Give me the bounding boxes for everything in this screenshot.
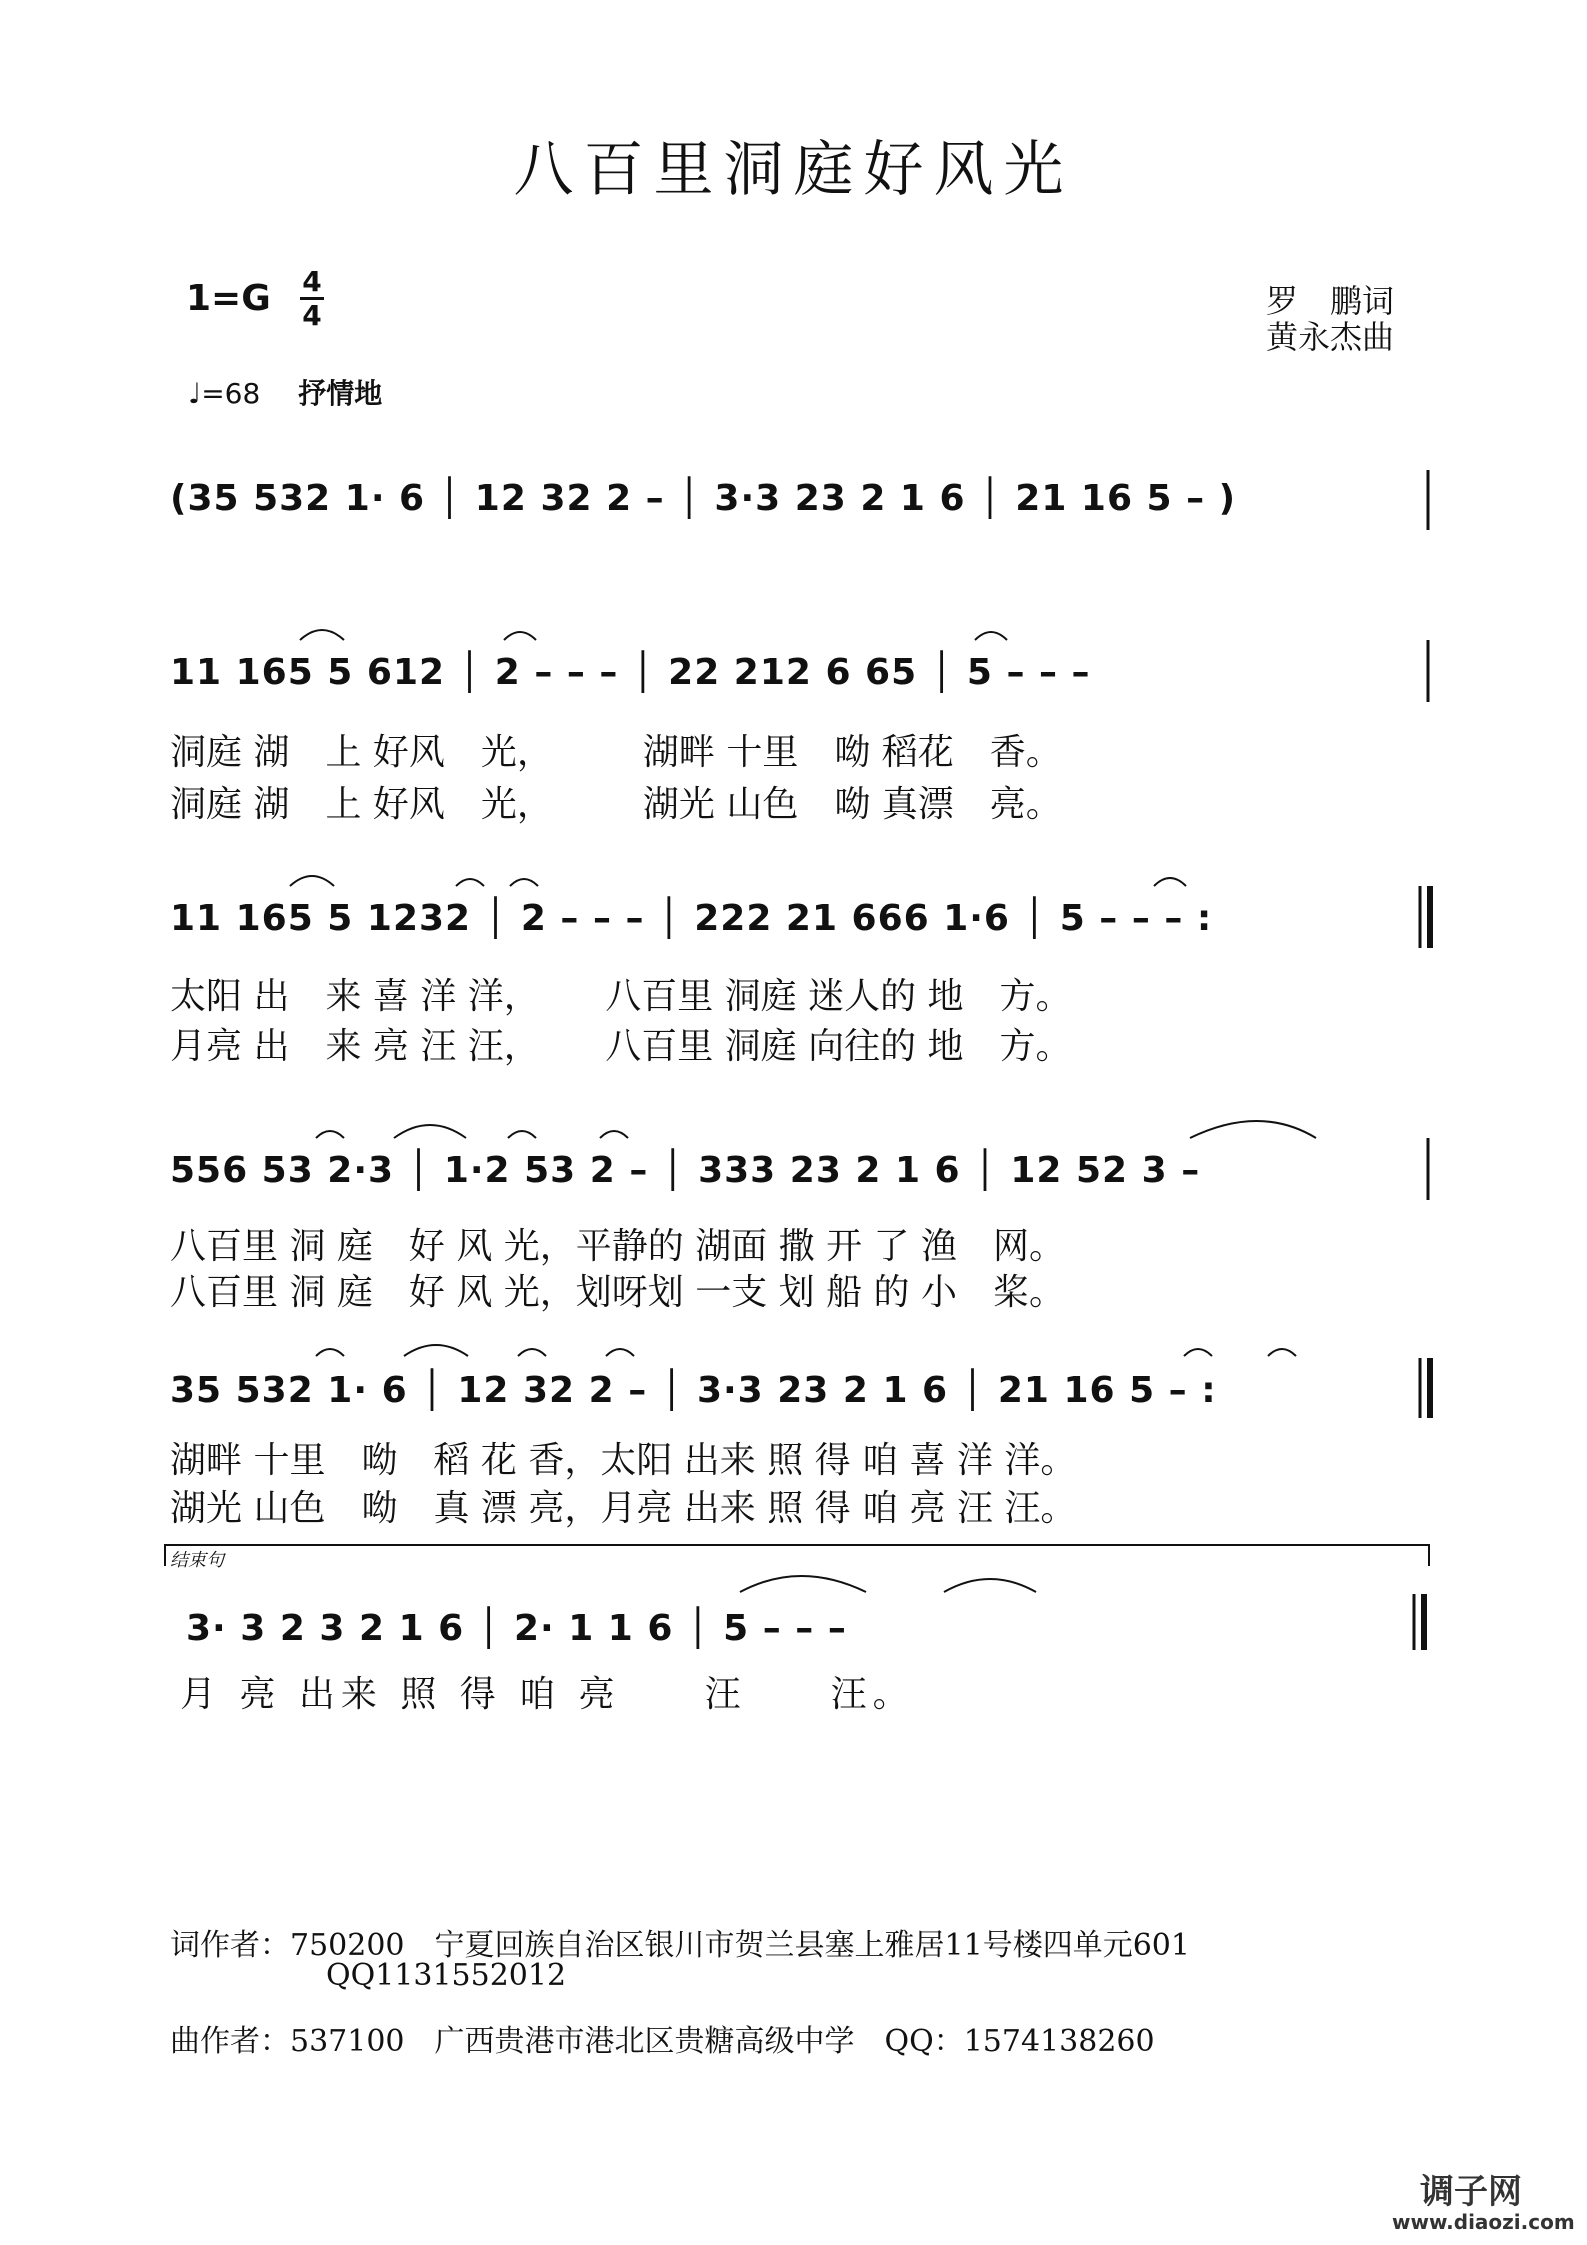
notation-row-5: 35 532 1· 6 │ 12 32 2 – │ 3·3 23 2 1 6 │ 21 16 5 – : bbox=[170, 1370, 1217, 1411]
lyrics-row-5-verse-2: 湖光 山色 呦 真 漂 亮，月亮 出来 照 得 咱 亮 汪 汪。 bbox=[170, 1488, 1077, 1529]
expression-mark: 抒情地 bbox=[298, 377, 383, 410]
lyrics-row-2-verse-1: 洞庭 湖 上 好风 光， 湖畔 十里 呦 稻花 香。 bbox=[170, 732, 1062, 773]
composer-credit: 黄永杰曲 bbox=[1266, 318, 1395, 356]
time-signature-top: 4 bbox=[300, 266, 324, 300]
ending-lyrics-row: 月 亮 出来 照 得 咱 亮 汪 汪。 bbox=[180, 1674, 915, 1715]
lyrics-row-5-verse-1: 湖畔 十里 呦 稻 花 香，太阳 出来 照 得 咱 喜 洋 洋。 bbox=[170, 1440, 1077, 1481]
tempo-mark: ♩=68 bbox=[188, 377, 261, 410]
ending-label: 结束句 bbox=[170, 1550, 224, 1571]
key-signature: 1=G bbox=[186, 278, 271, 319]
lyricist-contact: 词作者：750200 宁夏回族自治区银川市贺兰县塞上雅居11号楼四单元601 bbox=[170, 1928, 1190, 1963]
lyrics-row-3-verse-1: 太阳 出 来 喜 洋 洋， 八百里 洞庭 迷人的 地 方。 bbox=[170, 976, 1072, 1017]
watermark-logo: 调子网 bbox=[1420, 2172, 1522, 2212]
song-title: 八百里洞庭好风光 bbox=[513, 135, 1074, 205]
lyrics-row-2-verse-2: 洞庭 湖 上 好风 光， 湖光 山色 呦 真漂 亮。 bbox=[170, 784, 1062, 825]
composer-contact: 曲作者：537100 广西贵港市港北区贵糖高级中学 QQ：1574138260 bbox=[170, 2024, 1155, 2059]
notation-row-3: 11 165 5 1232 │ 2 – – – │ 222 21 666 1·6 │ 5 – – – : bbox=[170, 898, 1213, 939]
notation-row-1: (35 532 1· 6 │ 12 32 2 – │ 3·3 23 2 1 6 │ 21 16 5 – ) bbox=[170, 478, 1237, 519]
lyrics-row-3-verse-2: 月亮 出 来 亮 汪 汪， 八百里 洞庭 向往的 地 方。 bbox=[170, 1026, 1072, 1067]
lyrics-row-4-verse-2: 八百里 洞 庭 好 风 光，划呀划 一支 划 船 的 小 桨。 bbox=[170, 1272, 1065, 1313]
time-signature-bottom: 4 bbox=[302, 299, 322, 332]
lyrics-row-4-verse-1: 八百里 洞 庭 好 风 光，平静的 湖面 撒 开 了 渔 网。 bbox=[170, 1226, 1065, 1267]
notation-row-2: 11 165 5 612 │ 2 – – – │ 22 212 6 65 │ 5 – – – bbox=[170, 652, 1091, 693]
notation-row-4: 556 53 2·3 │ 1·2 53 2 – │ 333 23 2 1 6 │ 12 52 3 – bbox=[170, 1150, 1201, 1191]
lyricist-credit: 罗 鹏词 bbox=[1266, 282, 1395, 320]
ending-notation-row: 3· 3 2 3 2 1 6 │ 2· 1 1 6 │ 5 – – – bbox=[186, 1608, 847, 1649]
watermark-url: www.diaozi.com bbox=[1392, 2210, 1575, 2234]
lyricist-qq: QQ1131552012 bbox=[326, 1958, 567, 1993]
